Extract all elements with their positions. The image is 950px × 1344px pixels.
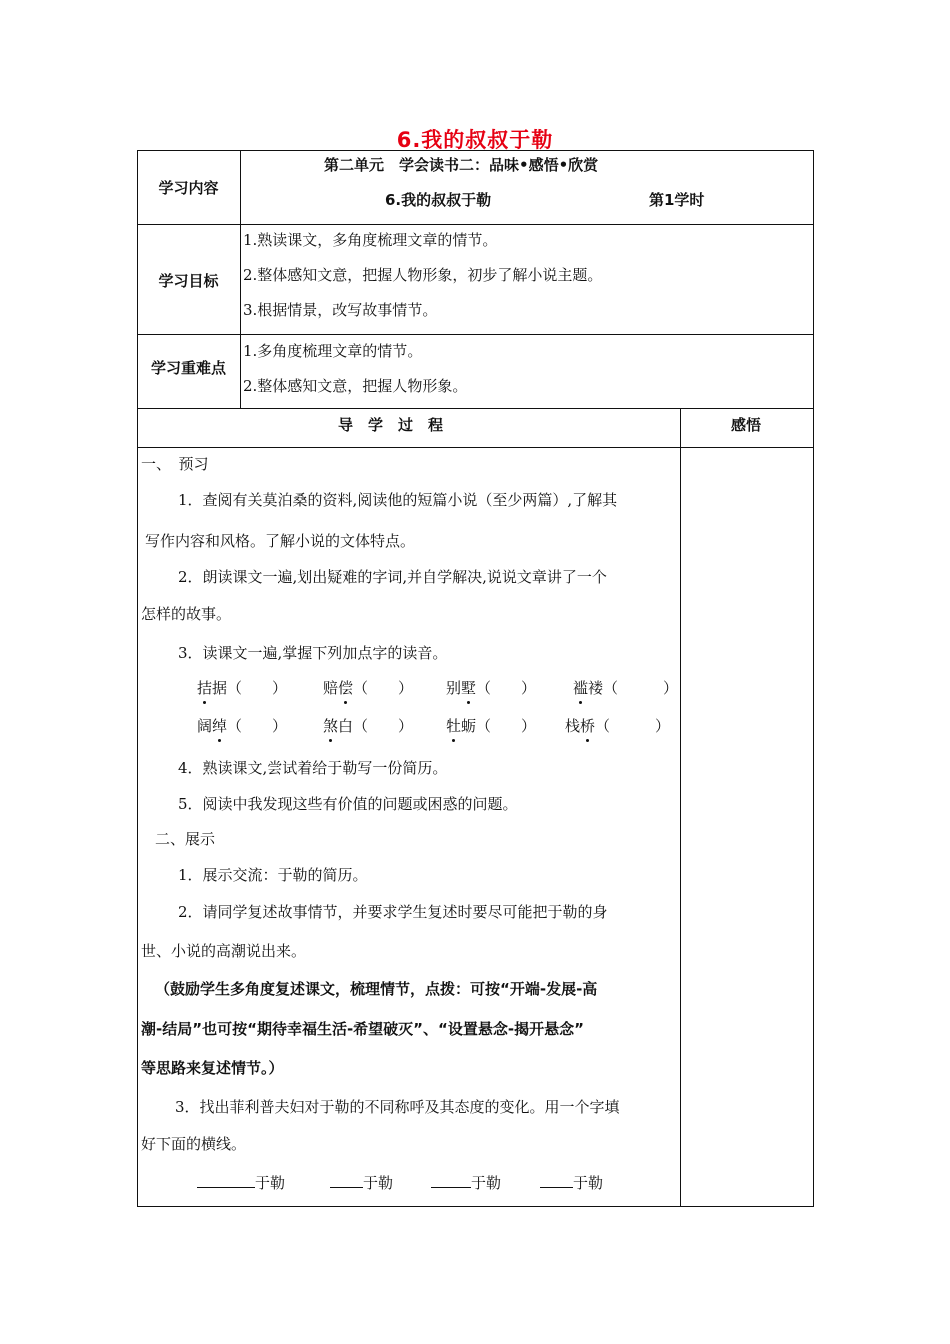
process-line: 写作内容和风格。了解小说的文体特点。 [145, 532, 416, 550]
section-heading: 一、 预习 [141, 455, 209, 473]
process-line: 1．查阅有关莫泊桑的资料,阅读他的短篇小说（至少两篇）,了解其 [178, 491, 618, 509]
goal-item: 3.根据情景，改写故事情节。 [243, 301, 438, 319]
fill-blank[interactable]: 于勒 [330, 1172, 393, 1193]
goal-item: 2.整体感知文意，把握人物形象，初步了解小说主题。 [243, 266, 603, 284]
process-line: 5．阅读中我发现这些有价值的问题或困惑的问题。 [178, 795, 518, 813]
process-line: 3．读课文一遍,掌握下列加点字的读音。 [178, 644, 448, 662]
process-line: 怎样的故事。 [141, 605, 232, 623]
process-line: 1．展示交流：于勒的简历。 [178, 866, 368, 884]
process-line: 好下面的横线。 [141, 1135, 247, 1153]
process-line: 4．熟读课文,尝试着给于勒写一份简历。 [178, 759, 448, 777]
pronunciation-item: 煞白（ ） [323, 717, 414, 735]
teacher-note: （鼓励学生多角度复述课文，梳理情节，点拨：可按“开端-发展-高 [155, 980, 598, 998]
column-divider [680, 408, 681, 1207]
unit-title: 第二单元 学会读书二：品味•感悟•欣赏 [324, 156, 599, 174]
teacher-note: 等思路来复述情节。） [141, 1059, 284, 1077]
label-goals: 学习目标 [158, 272, 219, 290]
process-line: 2．请同学复述故事情节，并要求学生复述时要尽可能把于勒的身 [178, 903, 608, 921]
row-divider [137, 334, 814, 335]
pronunciation-item: 阔绰（ ） [197, 717, 288, 735]
focus-item: 2.整体感知文意，把握人物形象。 [243, 377, 468, 395]
fill-blank[interactable]: 于勒 [431, 1172, 501, 1193]
pronunciation-item: 别墅（ ） [446, 679, 537, 697]
fill-blank[interactable]: 于勒 [197, 1172, 285, 1193]
process-header: 导 学 过 程 [338, 416, 444, 434]
row-divider [137, 447, 814, 448]
reflection-header: 感悟 [731, 416, 762, 434]
label-content: 学习内容 [158, 179, 219, 197]
process-line: 世、小说的高潮说出来。 [141, 942, 307, 960]
lesson-title: 6.我的叔叔于勒 [385, 191, 492, 209]
pronunciation-item: 褴褛（ ） [573, 679, 679, 697]
lesson-period: 第1学时 [649, 191, 705, 209]
process-line: 2．朗读课文一遍,划出疑难的字词,并自学解决,说说文章讲了一个 [178, 568, 607, 586]
goal-item: 1.熟读课文，多角度梳理文章的情节。 [243, 231, 498, 249]
column-divider [240, 150, 241, 408]
row-divider [137, 408, 814, 409]
focus-item: 1.多角度梳理文章的情节。 [243, 342, 423, 360]
pronunciation-item: 赔偿（ ） [323, 679, 414, 697]
teacher-note: 潮-结局”也可按“期待幸福生活-希望破灭”、“设置悬念-揭开悬念” [141, 1020, 584, 1038]
pronunciation-item: 牡蛎（ ） [446, 717, 537, 735]
label-focus: 学习重难点 [150, 359, 226, 377]
process-line: 3．找出菲利普夫妇对于勒的不同称呼及其态度的变化。用一个字填 [175, 1098, 620, 1116]
section-heading: 二、展示 [155, 830, 216, 848]
pronunciation-item: 栈桥（ ） [565, 717, 671, 735]
row-divider [137, 224, 814, 225]
page-title: 6.我的叔叔于勒 [396, 128, 554, 152]
pronunciation-item: 拮据（ ） [197, 679, 288, 697]
fill-blank[interactable]: 于勒 [540, 1172, 603, 1193]
